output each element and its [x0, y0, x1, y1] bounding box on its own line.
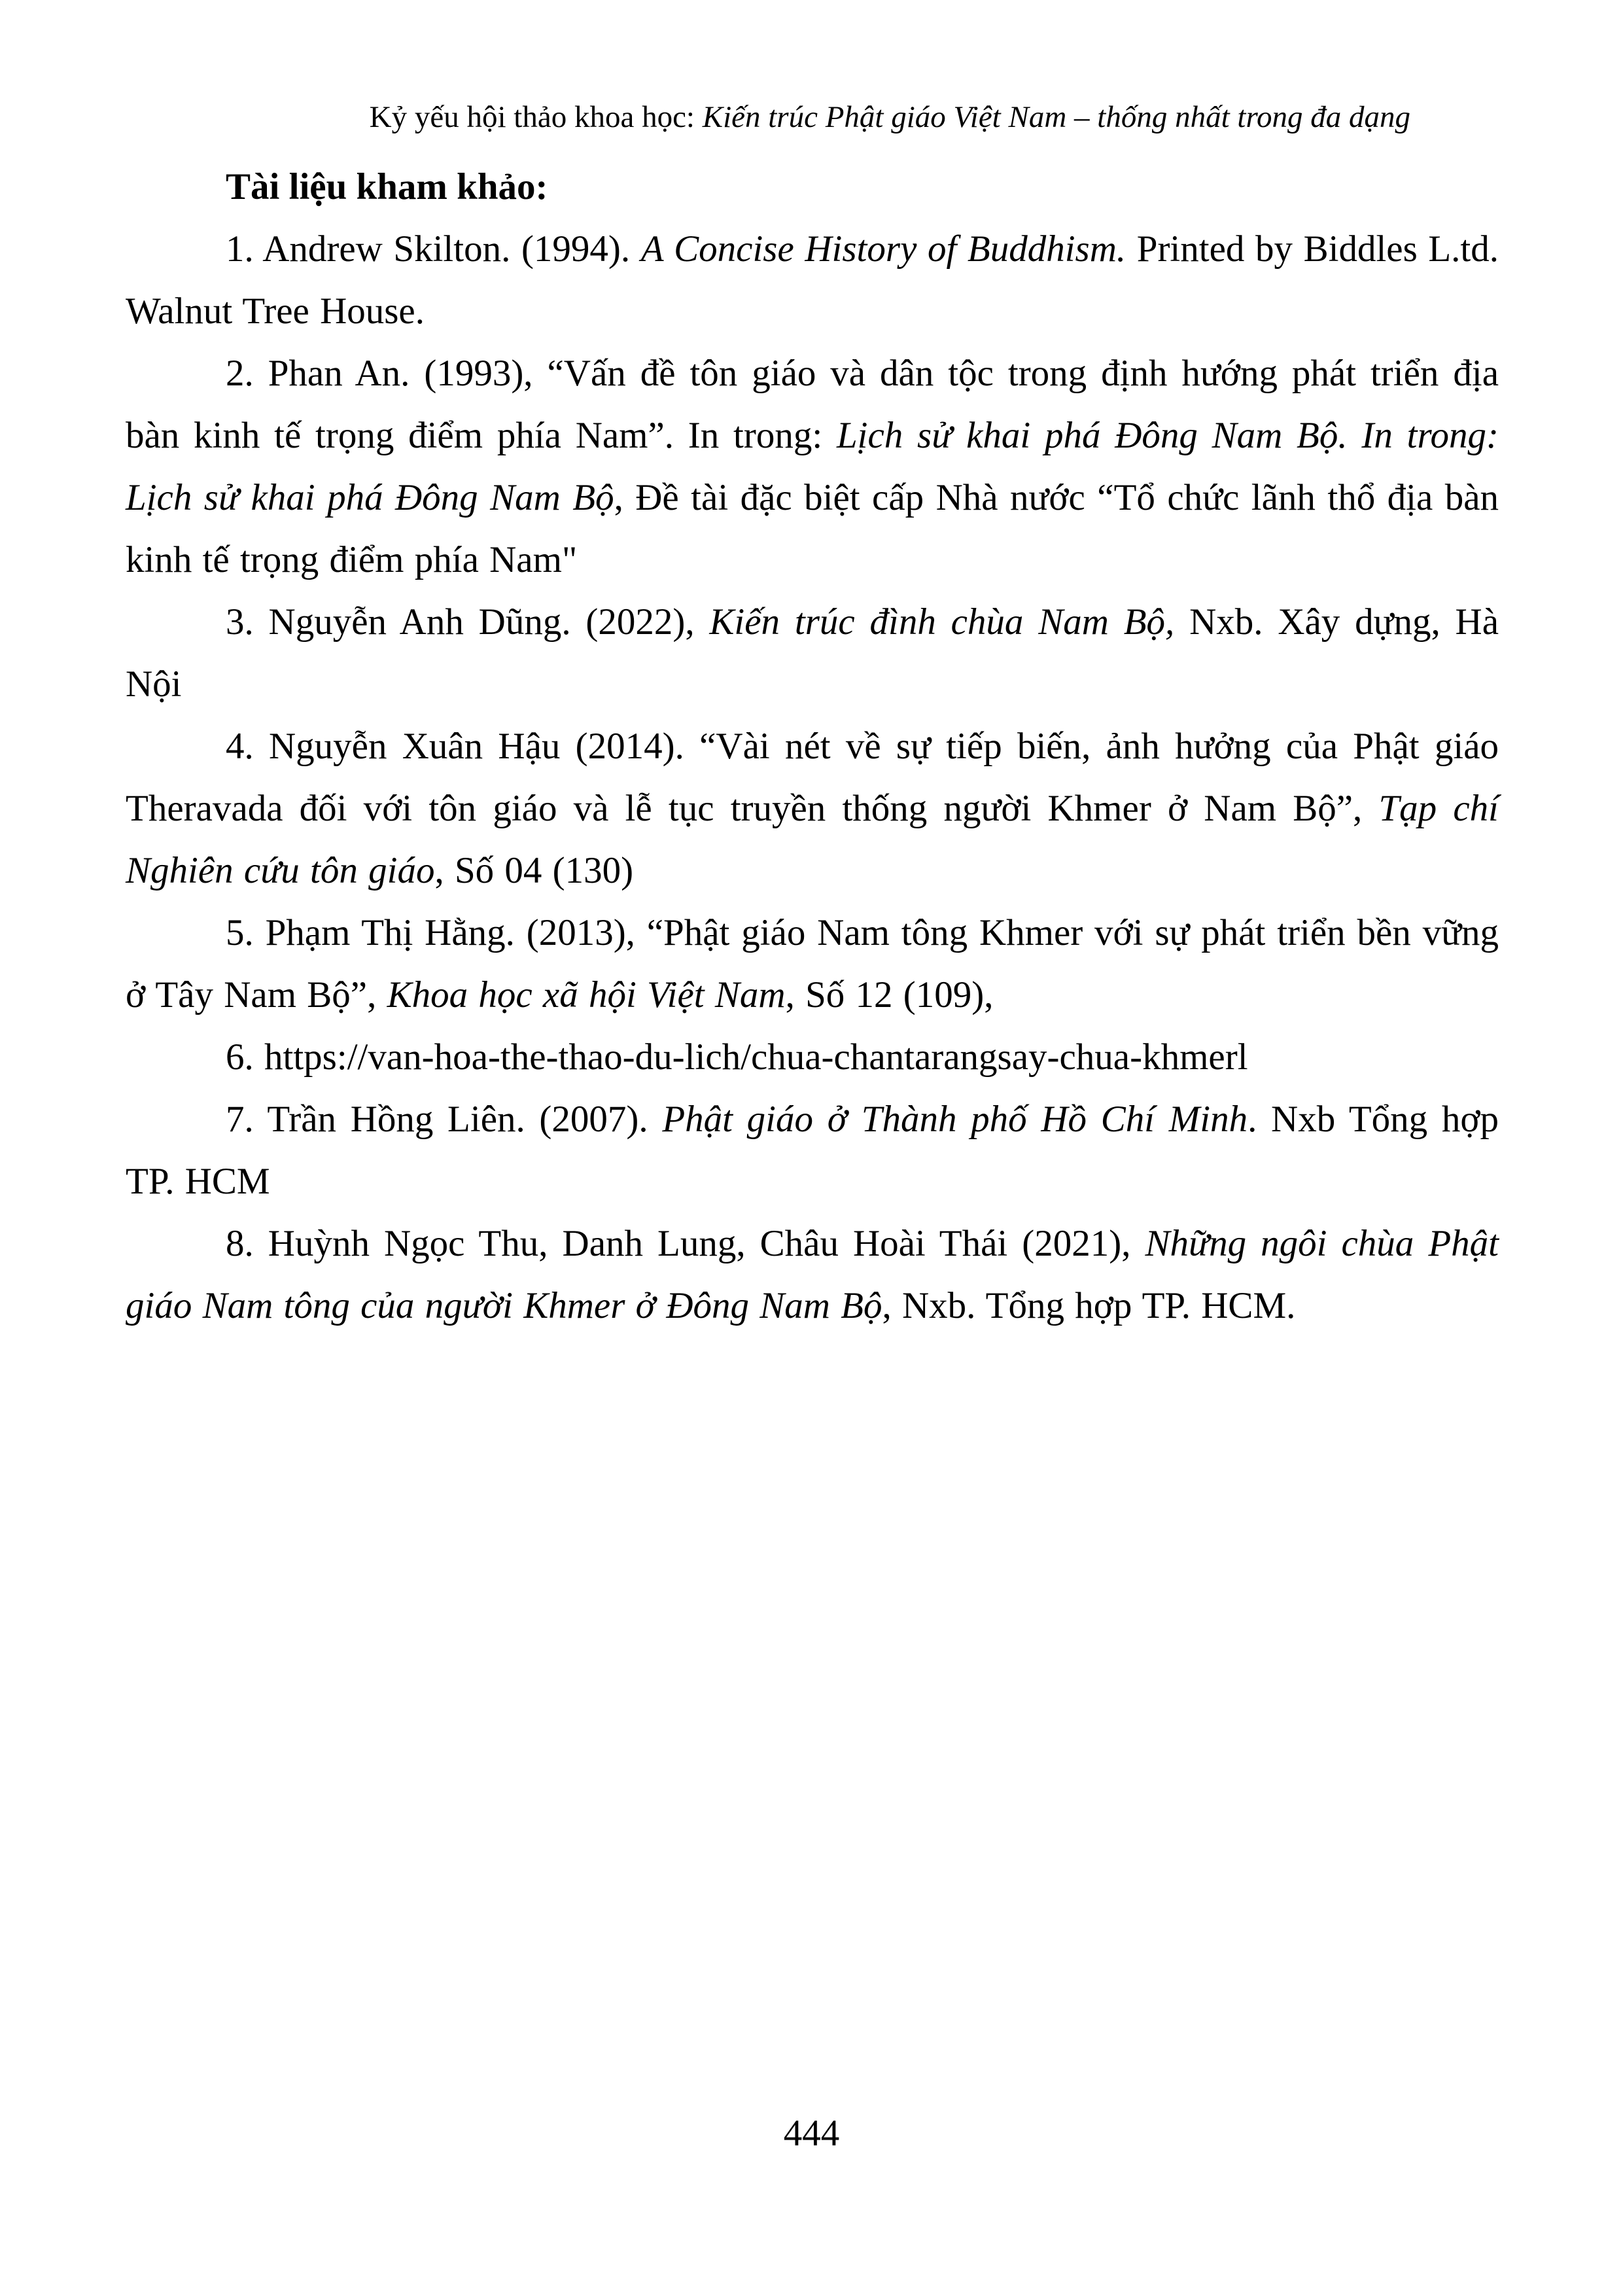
reference-item: [126, 218, 1499, 342]
reference-text-normal: 6. https://van-hoa-the-thao-du-lich/chua-chantarangsay-chua-khmerl: [226, 1036, 1248, 1078]
reference-item: [126, 1088, 1499, 1212]
reference-text-normal: Printed by Biddles L.td. Walnut Tree House.: [126, 228, 1499, 332]
running-header-prefix: Kỷ yếu hội thảo khoa học:: [369, 100, 703, 134]
reference-text-italic: Phật giáo ở Thành phố Hồ Chí Minh: [662, 1099, 1248, 1140]
reference-text-normal: 3. Nguyễn Anh Dũng. (2022),: [226, 601, 710, 643]
reference-text-normal: . Nxb Tổng hợp TP. HCM: [126, 1099, 1499, 1202]
references-list: [126, 218, 1499, 1337]
reference-text-italic: Lịch sử khai phá Đông Nam Bộ. In trong: Lịch sử khai phá Đông Nam Bộ: [126, 415, 1499, 518]
reference-text-italic: Kiến trúc đình chùa Nam Bộ,: [709, 601, 1175, 643]
reference-text-normal: , Số 12 (109),: [785, 974, 994, 1016]
running-header: [126, 97, 1410, 137]
reference-text-normal: , Số 04 (130): [434, 850, 634, 891]
reference-text-normal: 5. Phạm Thị Hằng. (2013), “Phật giáo Nam tông Khmer với sự phát triển bền vững ở Tây Nam Bộ”,: [126, 912, 1499, 1016]
reference-item: [126, 591, 1499, 715]
reference-text-italic: Những ngôi chùa Phật giáo Nam tông của người Khmer ở Đông Nam Bộ: [126, 1223, 1499, 1326]
reference-text-normal: 8. Huỳnh Ngọc Thu, Danh Lung, Châu Hoài Thái (2021),: [226, 1223, 1145, 1264]
reference-text-normal: , Nxb. Tổng hợp TP. HCM.: [882, 1285, 1296, 1326]
references-section: [126, 156, 1499, 1337]
reference-item: [126, 1212, 1499, 1337]
running-header-title: Kiến trúc Phật giáo Việt Nam – thống nhất trong đa dạng: [702, 100, 1410, 134]
reference-item: [126, 715, 1499, 902]
reference-text-normal: Nxb. Xây dựng, Hà Nội: [126, 601, 1499, 705]
page-number: 444: [783, 2113, 840, 2154]
reference-item: [126, 342, 1499, 591]
reference-text-italic: Khoa học xã hội Việt Nam: [387, 974, 786, 1016]
reference-text-normal: 7. Trần Hồng Liên. (2007).: [226, 1099, 663, 1140]
reference-text-normal: 2. Phan An. (1993), “Vấn đề tôn giáo và dân tộc trong định hướng phát triển địa bàn kinh tế trọng điểm phía Nam”. In trong:: [126, 353, 1499, 456]
reference-text-normal: , Đề tài đặc biệt cấp Nhà nước “Tổ chức lãnh thổ địa bàn kinh tế trọng điểm phía Nam": [126, 477, 1499, 580]
reference-item: [126, 902, 1499, 1026]
reference-item: [126, 1026, 1499, 1088]
reference-text-italic: A Concise History of Buddhism.: [640, 228, 1126, 270]
reference-text-italic: Tạp chí Nghiên cứu tôn giáo: [126, 788, 1499, 891]
section-heading: Tài liệu kham khảo:: [226, 166, 548, 207]
reference-text-normal: 4. Nguyễn Xuân Hậu (2014). “Vài nét về sự tiếp biến, ảnh hưởng của Phật giáo Theravada đối với tôn giáo và lễ tục truyền thống người Khmer ở Nam Bộ”,: [126, 726, 1499, 829]
reference-text-normal: 1. Andrew Skilton. (1994).: [226, 228, 641, 270]
